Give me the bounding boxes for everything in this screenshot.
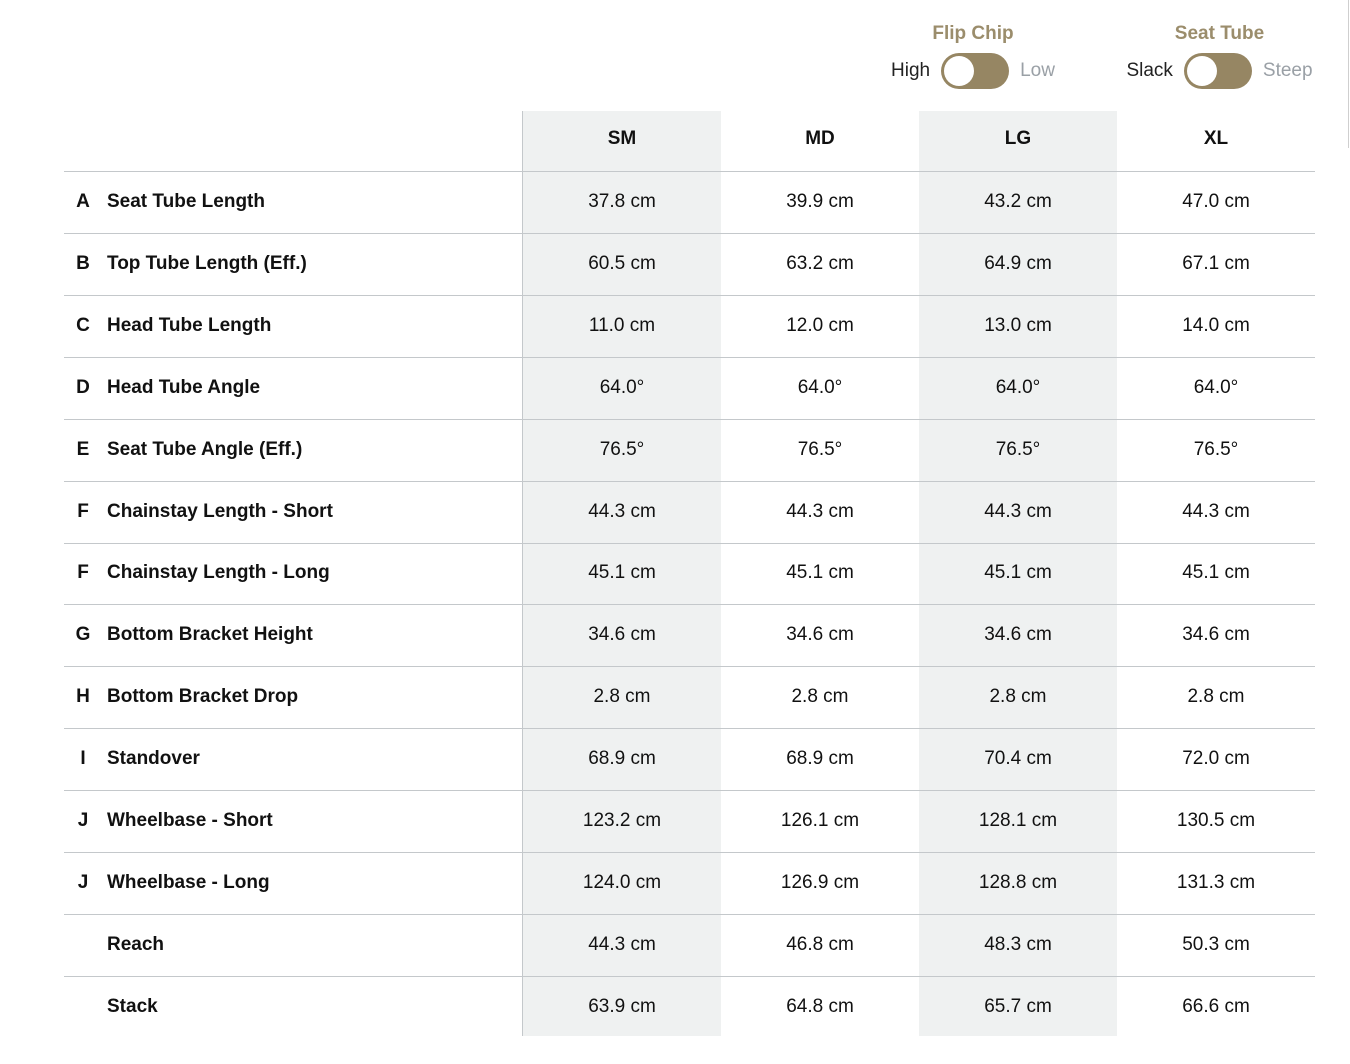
seat-tube-switch-knob (1187, 56, 1217, 86)
seat-tube-steep-label[interactable]: Steep (1262, 60, 1313, 81)
table-row (64, 915, 1315, 977)
row-letter (64, 915, 102, 976)
row-letter: F (77, 562, 89, 583)
cell-xl: 130.5 cm (1176, 810, 1256, 831)
row-letter: D (76, 377, 90, 398)
row-label: Bottom Bracket Height (107, 624, 313, 645)
row-label: Chainstay Length - Long (107, 562, 330, 583)
cell-sm: 44.3 cm (588, 501, 656, 522)
flip-chip-switch[interactable] (941, 53, 1009, 89)
cell-md: 68.9 cm (786, 748, 854, 769)
cell-sm: 2.8 cm (593, 686, 651, 707)
cell-xl: 131.3 cm (1176, 872, 1256, 893)
cell-sm: 68.9 cm (588, 748, 656, 769)
row-letter: J (77, 872, 89, 893)
table-row (64, 605, 1315, 667)
row-label: Standover (107, 748, 200, 769)
row-letter: A (76, 191, 90, 212)
cell-lg: 34.6 cm (984, 624, 1052, 645)
cell-lg: 48.3 cm (984, 934, 1052, 955)
cell-xl: 66.6 cm (1182, 996, 1250, 1017)
cell-sm: 124.0 cm (582, 872, 662, 893)
row-label: Chainstay Length - Short (107, 501, 333, 522)
seat-tube-toggle-row (1112, 53, 1327, 89)
cell-sm: 44.3 cm (588, 934, 656, 955)
cell-md: 34.6 cm (786, 624, 854, 645)
cell-lg: 44.3 cm (984, 501, 1052, 522)
cell-lg: 76.5° (995, 439, 1041, 460)
column-header-lg: LG (1004, 128, 1032, 149)
flip-chip-title: Flip Chip (932, 23, 1014, 44)
cell-lg: 128.8 cm (978, 872, 1058, 893)
cell-md: 46.8 cm (786, 934, 854, 955)
cell-lg: 64.9 cm (984, 253, 1052, 274)
cell-xl: 2.8 cm (1187, 686, 1245, 707)
table-header-row (64, 111, 1315, 172)
row-letter: F (77, 501, 89, 522)
table-row (64, 234, 1315, 296)
cell-md: 64.0° (797, 377, 843, 398)
row-letter: B (76, 253, 90, 274)
table-row (64, 543, 1315, 605)
row-letter (64, 977, 102, 1038)
flip-chip-high-label[interactable]: High (891, 60, 931, 81)
row-label: Top Tube Length (Eff.) (107, 253, 307, 274)
table-row (64, 358, 1315, 420)
row-letter: C (76, 315, 90, 336)
cell-xl: 76.5° (1193, 439, 1239, 460)
flip-chip-low-label[interactable]: Low (1020, 60, 1055, 81)
cell-sm: 64.0° (599, 377, 645, 398)
cell-xl: 72.0 cm (1182, 748, 1250, 769)
row-label: Head Tube Length (107, 315, 272, 336)
row-label: Wheelbase - Long (107, 872, 270, 893)
cell-md: 126.9 cm (780, 872, 860, 893)
row-label: Seat Tube Angle (Eff.) (107, 439, 303, 460)
cell-md: 12.0 cm (786, 315, 854, 336)
cell-lg: 45.1 cm (984, 562, 1052, 583)
cell-xl: 45.1 cm (1182, 562, 1250, 583)
cell-md: 63.2 cm (786, 253, 854, 274)
row-label: Bottom Bracket Drop (107, 686, 299, 707)
row-label: Wheelbase - Short (107, 810, 273, 831)
cell-lg: 128.1 cm (978, 810, 1058, 831)
column-header-md: MD (805, 128, 835, 149)
cell-sm: 34.6 cm (588, 624, 656, 645)
cell-sm: 37.8 cm (588, 191, 656, 212)
table-row (64, 977, 1315, 1038)
cell-md: 45.1 cm (786, 562, 854, 583)
cell-md: 76.5° (797, 439, 843, 460)
row-letter: H (76, 686, 90, 707)
right-edge-divider (1348, 0, 1349, 148)
table-row (64, 729, 1315, 791)
cell-sm: 60.5 cm (588, 253, 656, 274)
cell-sm: 63.9 cm (588, 996, 656, 1017)
flip-chip-switch-knob (944, 56, 974, 86)
cell-lg: 43.2 cm (984, 191, 1052, 212)
cell-md: 2.8 cm (791, 686, 849, 707)
row-label: Stack (107, 996, 158, 1017)
table-row (64, 791, 1315, 853)
cell-lg: 2.8 cm (989, 686, 1047, 707)
seat-tube-switch[interactable] (1184, 53, 1252, 89)
cell-xl: 64.0° (1193, 377, 1239, 398)
row-label: Reach (107, 934, 165, 955)
row-letter: E (76, 439, 90, 460)
table-row (64, 172, 1315, 234)
row-letter: I (80, 748, 86, 769)
table-row (64, 420, 1315, 482)
flip-chip-toggle-row (873, 53, 1073, 89)
cell-sm: 76.5° (599, 439, 645, 460)
row-label: Head Tube Angle (107, 377, 261, 398)
column-header-sm: SM (607, 128, 637, 149)
cell-md: 44.3 cm (786, 501, 854, 522)
cell-lg: 70.4 cm (984, 748, 1052, 769)
cell-lg: 13.0 cm (984, 315, 1052, 336)
cell-sm: 11.0 cm (588, 315, 656, 336)
cell-xl: 44.3 cm (1182, 501, 1250, 522)
table-row (64, 667, 1315, 729)
cell-lg: 64.0° (995, 377, 1041, 398)
row-letter: J (77, 810, 89, 831)
column-header-xl: XL (1203, 128, 1229, 149)
cell-md: 39.9 cm (786, 191, 854, 212)
cell-md: 126.1 cm (780, 810, 860, 831)
cell-md: 64.8 cm (786, 996, 854, 1017)
cell-xl: 67.1 cm (1182, 253, 1250, 274)
cell-xl: 47.0 cm (1182, 191, 1250, 212)
flip-chip-toggle-group (873, 22, 1073, 92)
cell-xl: 14.0 cm (1182, 315, 1250, 336)
table-row (64, 853, 1315, 915)
row-label: Seat Tube Length (107, 191, 265, 212)
table-row (64, 296, 1315, 358)
cell-xl: 50.3 cm (1182, 934, 1250, 955)
seat-tube-slack-label[interactable]: Slack (1126, 60, 1173, 81)
seat-tube-title: Seat Tube (1174, 23, 1265, 44)
cell-sm: 123.2 cm (582, 810, 662, 831)
cell-lg: 65.7 cm (984, 996, 1052, 1017)
seat-tube-toggle-group (1112, 22, 1327, 92)
table-row (64, 482, 1315, 544)
row-letter: G (75, 624, 91, 645)
cell-sm: 45.1 cm (588, 562, 656, 583)
cell-xl: 34.6 cm (1182, 624, 1250, 645)
